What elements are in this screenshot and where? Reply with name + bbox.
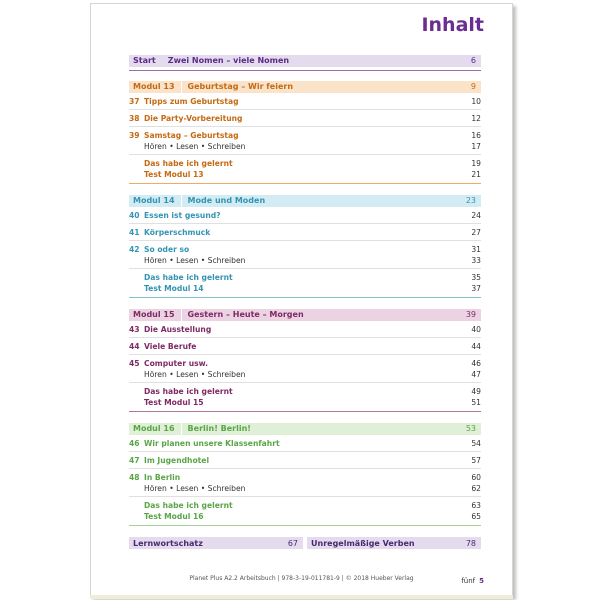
summary-title: Test Modul 16 bbox=[144, 512, 204, 521]
summary-row[interactable] bbox=[129, 500, 481, 511]
module-section bbox=[129, 81, 481, 184]
appendix-verbs[interactable] bbox=[307, 537, 481, 549]
section-divider bbox=[129, 70, 481, 71]
section-divider bbox=[129, 525, 481, 526]
row-divider bbox=[129, 109, 481, 110]
lesson-title: Viele Berufe bbox=[144, 342, 197, 351]
module-label: Modul 13 bbox=[129, 81, 182, 93]
lesson-subpage: 33 bbox=[471, 256, 481, 265]
module-header[interactable] bbox=[129, 309, 481, 321]
lesson-subrow[interactable] bbox=[129, 369, 481, 380]
lesson-title: Computer usw. bbox=[144, 359, 209, 368]
summary-title: Das habe ich gelernt bbox=[144, 273, 233, 282]
lesson-page: 16 bbox=[471, 131, 481, 140]
summary-page: 37 bbox=[471, 284, 481, 293]
appendix-vocabulary[interactable] bbox=[129, 537, 303, 549]
module-section bbox=[129, 309, 481, 412]
lesson-page: 27 bbox=[471, 228, 481, 237]
lesson-page: 54 bbox=[471, 439, 481, 448]
lesson-title: Im Jugendhotel bbox=[144, 456, 210, 465]
module-title: Gestern – Heute – Morgen bbox=[187, 310, 304, 319]
summary-title: Das habe ich gelernt bbox=[144, 387, 233, 396]
lesson-page: 24 bbox=[471, 211, 481, 220]
row-divider bbox=[129, 468, 481, 469]
summary-page: 49 bbox=[471, 387, 481, 396]
lesson-page: 60 bbox=[471, 473, 481, 482]
summary-page: 21 bbox=[471, 170, 481, 179]
lesson-number: 38 bbox=[129, 114, 140, 123]
row-divider bbox=[129, 268, 481, 269]
summary-row[interactable] bbox=[129, 397, 481, 408]
book-page bbox=[90, 3, 513, 597]
summary-row[interactable] bbox=[129, 386, 481, 397]
lesson-number: 39 bbox=[129, 131, 140, 140]
summary-page: 51 bbox=[471, 398, 481, 407]
summary-title: Das habe ich gelernt bbox=[144, 501, 233, 510]
module-list bbox=[129, 81, 481, 526]
row-divider bbox=[129, 337, 481, 338]
module-page: 53 bbox=[465, 424, 476, 433]
summary-row[interactable] bbox=[129, 169, 481, 180]
lesson-skills: Hören • Lesen • Schreiben bbox=[144, 484, 246, 493]
row-divider bbox=[129, 240, 481, 241]
lesson-title: Die Party-Vorbereitung bbox=[144, 114, 243, 123]
lesson-number: 47 bbox=[129, 456, 140, 465]
summary-page: 19 bbox=[471, 159, 481, 168]
appendix-bar bbox=[129, 537, 481, 549]
module-header[interactable] bbox=[129, 81, 481, 93]
summary-title: Test Modul 14 bbox=[144, 284, 204, 293]
appendix-page: 78 bbox=[465, 538, 476, 548]
lesson-title: In Berlin bbox=[144, 473, 181, 482]
lesson-skills: Hören • Lesen • Schreiben bbox=[144, 256, 246, 265]
page-number-digit: 5 bbox=[479, 577, 484, 585]
module-label: Modul 16 bbox=[129, 423, 182, 435]
row-divider bbox=[129, 126, 481, 127]
lesson-row[interactable] bbox=[129, 210, 481, 221]
section-divider bbox=[129, 183, 481, 184]
lesson-row[interactable] bbox=[129, 227, 481, 238]
lesson-skills: Hören • Lesen • Schreiben bbox=[144, 142, 246, 151]
lesson-row[interactable] bbox=[129, 324, 481, 335]
lesson-row[interactable] bbox=[129, 358, 481, 369]
lesson-title: Körperschmuck bbox=[144, 228, 211, 237]
lesson-skills: Hören • Lesen • Schreiben bbox=[144, 370, 246, 379]
lesson-title: Wir planen unsere Klassenfahrt bbox=[144, 439, 280, 448]
lesson-row[interactable] bbox=[129, 455, 481, 466]
summary-title: Test Modul 13 bbox=[144, 170, 204, 179]
lesson-page: 57 bbox=[471, 456, 481, 465]
lesson-title: Essen ist gesund? bbox=[144, 211, 221, 220]
summary-row[interactable] bbox=[129, 283, 481, 294]
lesson-number: 44 bbox=[129, 342, 140, 351]
module-title: Berlin! Berlin! bbox=[187, 424, 251, 433]
summary-page: 35 bbox=[471, 273, 481, 282]
lesson-number: 40 bbox=[129, 211, 140, 220]
module-header[interactable] bbox=[129, 195, 481, 207]
module-label: Modul 15 bbox=[129, 309, 182, 321]
summary-row[interactable] bbox=[129, 511, 481, 522]
module-section bbox=[129, 423, 481, 526]
module-page: 23 bbox=[465, 196, 476, 205]
lesson-row[interactable] bbox=[129, 438, 481, 449]
row-divider bbox=[129, 382, 481, 383]
lesson-title: Tipps zum Geburtstag bbox=[144, 97, 239, 106]
row-divider bbox=[129, 354, 481, 355]
page-number bbox=[461, 577, 484, 585]
lesson-page: 10 bbox=[471, 97, 481, 106]
summary-page: 65 bbox=[471, 512, 481, 521]
lesson-subrow[interactable] bbox=[129, 483, 481, 494]
page-number-word: fünf bbox=[461, 577, 476, 585]
module-label: Modul 14 bbox=[129, 195, 182, 207]
start-title: Zwei Nomen – viele Nomen bbox=[167, 56, 290, 65]
start-page: 6 bbox=[470, 56, 476, 65]
summary-title: Das habe ich gelernt bbox=[144, 159, 233, 168]
lesson-subpage: 17 bbox=[471, 142, 481, 151]
row-divider bbox=[129, 451, 481, 452]
lesson-subrow[interactable] bbox=[129, 255, 481, 266]
summary-row[interactable] bbox=[129, 272, 481, 283]
table-of-contents bbox=[129, 55, 481, 549]
lesson-row[interactable] bbox=[129, 244, 481, 255]
footer-credits: Planet Plus A2.2 Arbeitsbuch | 978-3-19-011781-9 | © 2018 Hueber Verlag bbox=[189, 575, 414, 582]
lesson-number: 41 bbox=[129, 228, 140, 237]
lesson-number: 43 bbox=[129, 325, 140, 334]
lesson-row[interactable] bbox=[129, 113, 481, 124]
row-divider bbox=[129, 223, 481, 224]
summary-title: Test Modul 15 bbox=[144, 398, 204, 407]
appendix-title: Lernwortschatz bbox=[133, 538, 203, 548]
section-divider bbox=[129, 411, 481, 412]
lesson-number: 42 bbox=[129, 245, 140, 254]
lesson-row[interactable] bbox=[129, 96, 481, 107]
appendix-title: Unregelmäßige Verben bbox=[311, 538, 415, 548]
lesson-title: Die Ausstellung bbox=[144, 325, 212, 334]
lesson-row[interactable] bbox=[129, 472, 481, 483]
lesson-title: Samstag – Geburtstag bbox=[144, 131, 239, 140]
section-divider bbox=[129, 297, 481, 298]
lesson-number: 48 bbox=[129, 473, 140, 482]
lesson-row[interactable] bbox=[129, 130, 481, 141]
lesson-page: 31 bbox=[471, 245, 481, 254]
start-label: Start bbox=[133, 56, 156, 65]
lesson-page: 40 bbox=[471, 325, 481, 334]
module-title: Mode und Moden bbox=[187, 196, 266, 205]
start-header[interactable] bbox=[129, 55, 481, 67]
lesson-number: 45 bbox=[129, 359, 140, 368]
lesson-subpage: 47 bbox=[471, 370, 481, 379]
module-title: Geburtstag – Wir feiern bbox=[187, 82, 294, 91]
module-page: 9 bbox=[470, 82, 476, 91]
module-header[interactable] bbox=[129, 423, 481, 435]
lesson-subpage: 62 bbox=[471, 484, 481, 493]
page-edge bbox=[90, 595, 513, 599]
lesson-number: 37 bbox=[129, 97, 140, 106]
lesson-page: 44 bbox=[471, 342, 481, 351]
module-section bbox=[129, 195, 481, 298]
module-page: 39 bbox=[465, 310, 476, 319]
lesson-page: 12 bbox=[471, 114, 481, 123]
lesson-row[interactable] bbox=[129, 341, 481, 352]
summary-row[interactable] bbox=[129, 158, 481, 169]
summary-page: 63 bbox=[471, 501, 481, 510]
row-divider bbox=[129, 496, 481, 497]
lesson-title: So oder so bbox=[144, 245, 190, 254]
lesson-number: 46 bbox=[129, 439, 140, 448]
appendix-page: 67 bbox=[287, 538, 298, 548]
lesson-page: 46 bbox=[471, 359, 481, 368]
row-divider bbox=[129, 154, 481, 155]
page-title: Inhalt bbox=[421, 14, 484, 36]
lesson-subrow[interactable] bbox=[129, 141, 481, 152]
